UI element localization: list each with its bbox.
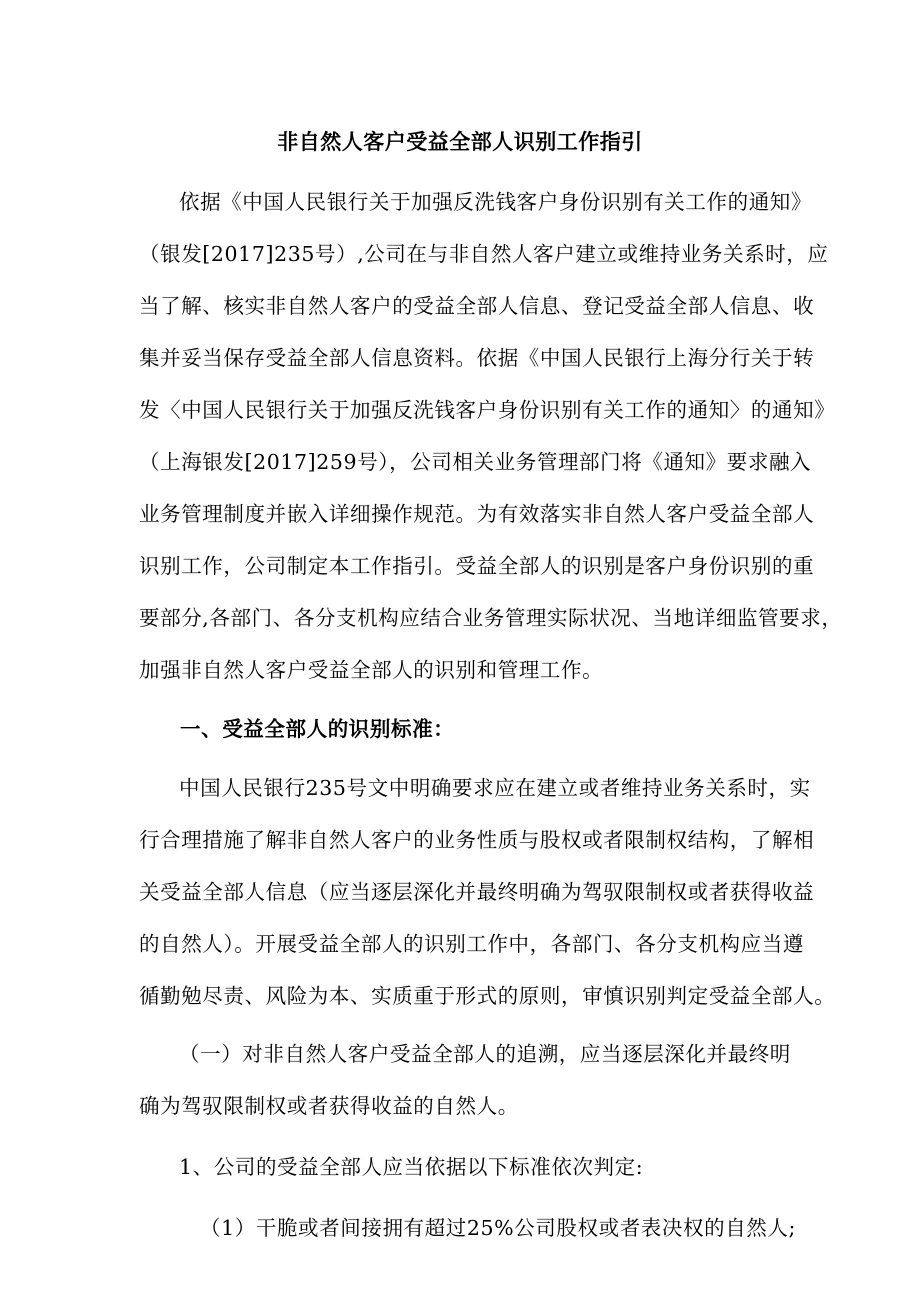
section-1-heading: 一、受益全部人的识别标准： xyxy=(180,717,455,741)
intro-line-3: 当了解、核实非自然人客户的受益全部人信息、登记受益全部人信息、收 xyxy=(139,294,815,318)
intro-line-1: 依据《中国人民银行关于加强反洗钱客户身份识别有关工作的通知》 xyxy=(179,190,812,214)
intro-line-10: 加强非自然人客户受益全部人的识别和管理工作。 xyxy=(139,658,604,682)
section-1-line-4: 的自然人）。开展受益全部人的识别工作中，各部门、各分支机构应当遵 xyxy=(139,932,804,956)
item-1: 1、公司的受益全部人应当依据以下标准依次判定: xyxy=(179,1155,644,1179)
intro-line-4: 集并妥当保存受益全部人信息资料。依据《中国人民银行上海分行关于转 xyxy=(139,346,815,370)
section-1-line-1: 中国人民银行235号文中明确要求应在建立或者维持业务关系时，实 xyxy=(179,776,811,800)
document-title: 非自然人客户受益全部人识别工作指引 xyxy=(277,130,643,154)
intro-line-6: （上海银发[2017]259号），公司相关业务管理部门将《通知》要求融入 xyxy=(139,450,812,474)
subsection-1-line-2: 确为驾驭限制权或者获得收益的自然人。 xyxy=(139,1094,519,1118)
intro-line-2: （银发[2017]235号）,公司在与非自然人客户建立或维持业务关系时，应 xyxy=(139,242,829,266)
intro-line-5: 发〈中国人民银行关于加强反洗钱客户身份识别有关工作的通知〉的通知》 xyxy=(139,398,836,422)
intro-line-7: 业务管理制度并嵌入详细操作规范。为有效落实非自然人客户受益全部人 xyxy=(139,502,815,526)
item-1-1: （1）干脆或者间接拥有超过25%公司股权或者表决权的自然人; xyxy=(200,1216,797,1240)
section-1-line-2: 行合理措施了解非自然人客户的业务性质与股权或者限制权结构，了解相 xyxy=(139,828,815,852)
intro-line-9: 要部分,各部门、各分支机构应结合业务管理实际状况、当地详细监管要求， xyxy=(139,606,843,630)
section-1-line-5: 循勤勉尽责、风险为本、实质重于形式的原则，审慎识别判定受益全部人。 xyxy=(139,984,836,1008)
intro-line-8: 识别工作，公司制定本工作指引。受益全部人的识别是客户身份识别的重 xyxy=(139,554,815,578)
section-1-line-3: 关受益全部人信息（应当逐层深化并最终明确为驾驭限制权或者获得收益 xyxy=(139,880,815,904)
subsection-1-line-1: （一）对非自然人客户受益全部人的追溯，应当逐层深化并最终明 xyxy=(179,1042,791,1066)
